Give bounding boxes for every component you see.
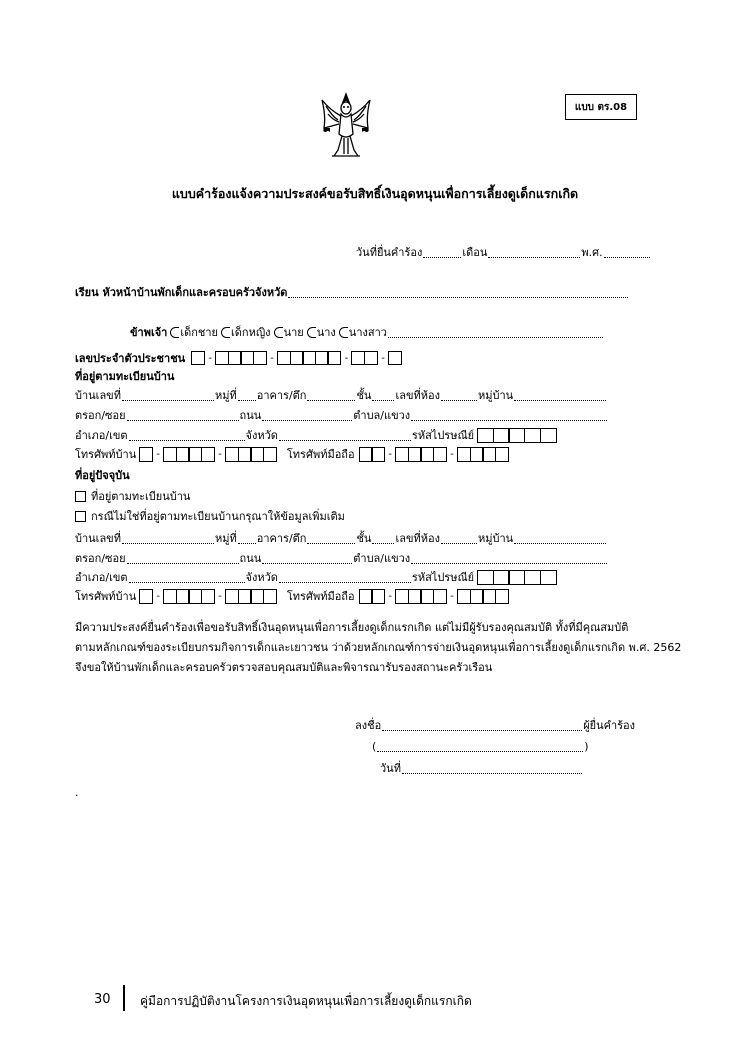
national-id-label: เลขประจำตัวประชาชน [75,352,186,365]
id-group-3[interactable] [277,351,341,365]
option-boy: เด็กชาย [180,326,218,339]
reg-moo-field[interactable] [238,389,256,401]
cur-floor-label: ชั้น [356,532,372,545]
cur-building-label: อาคาร/ตึก [256,532,307,545]
year-label: พ.ศ. [581,246,603,259]
date-line [356,243,651,261]
reg-home-phone-group-1[interactable] [139,447,153,462]
cur-postcode-boxes[interactable] [477,570,556,585]
checkbox-same-as-registered[interactable] [75,491,86,502]
reg-home-phone-group-2[interactable] [163,447,215,462]
cur-phone-line: โทรศัพท์บ้าน - - โทรศัพท์มือถือ - - [75,587,509,605]
reg-house-no-label: บ้านเลขที่ [75,389,121,402]
cur-village-label: หมู่บ้าน [477,532,514,545]
cur-address-line-2 [75,549,608,567]
checkbox-other-address[interactable] [75,511,86,522]
applicant-line [130,323,604,341]
reg-postcode-label: รหัสไปรษณีย์ [411,429,475,442]
cur-province-label: จังหวัด [245,571,278,584]
garuda-emblem [318,90,374,160]
signature-date-field[interactable] [402,762,582,774]
option-other-label: กรณีไม่ใช่ที่อยู่ตามทะเบียนบ้านกรุณาให้ข้อมูลเพิ่มเติม [91,510,345,523]
reg-building-field[interactable] [307,389,355,401]
id-group-1[interactable] [191,351,205,365]
radio-mr[interactable] [274,327,283,338]
day-field[interactable] [423,246,461,258]
option-mrs: นาง [316,326,336,339]
open-paren: ( [372,739,377,753]
reg-room-label: เลขที่ห้อง [395,389,440,402]
sign-label: ลงชื่อ [355,719,382,732]
footer-text: คู่มือการปฏิบัติงานโครงการเงินอุดหนุนเพื่อการเลี้ยงดูเด็กแรกเกิด [140,994,472,1008]
cur-mobile-group-2[interactable] [395,589,447,604]
reg-province-field[interactable] [279,429,411,441]
reg-mobile-group-2[interactable] [395,447,447,462]
reg-soi-field[interactable] [127,409,239,421]
reg-subdistrict-field[interactable] [411,409,607,421]
current-option-other [75,507,345,525]
option-same-label: ที่อยู่ตามทะเบียนบ้าน [91,490,191,503]
option-miss: นางสาว [348,326,387,339]
province-recipient-field[interactable] [288,286,628,298]
cur-home-phone-group-2[interactable] [163,589,215,604]
cur-home-phone-group-3[interactable] [225,589,277,604]
page-number: 30 [94,992,111,1007]
cur-home-phone-group-1[interactable] [139,589,153,604]
reg-mobile-group-1[interactable] [359,447,386,462]
cur-postcode-label: รหัสไปรษณีย์ [411,571,475,584]
cur-moo-field[interactable] [238,532,256,544]
option-mr: นาย [283,326,304,339]
cur-soi-field[interactable] [127,552,239,564]
cur-mobile-group-3[interactable] [457,589,509,604]
signature-date-label: วันที่ [380,762,401,775]
national-id-line: เลขประจำตัวประชาชน - - - - [75,349,402,367]
current-address-heading: ที่อยู่ปัจจุบัน [75,469,130,482]
reg-house-no-field[interactable] [122,389,214,401]
cur-floor-field[interactable] [372,532,394,544]
reg-postcode-boxes[interactable] [477,428,556,443]
cur-mobile-group-1[interactable] [359,589,386,604]
cur-moo-label: หมู่ที่ [214,532,237,545]
form-title: แบบคำร้องแจ้งความประสงค์ขอรับสิทธิ์เงินอุดหนุนเพื่อการเลี้ยงดูเด็กแรกเกิด [171,186,579,201]
close-paren: ) [584,739,589,753]
cur-house-no-field[interactable] [122,532,214,544]
reg-address-line-1 [75,386,607,404]
applicant-role-label: ผู้ยื่นคำร้อง [583,719,636,732]
reg-road-field[interactable] [262,409,352,421]
cur-subdistrict-label: ตำบล/แขวง [353,552,411,565]
statement-line-1: มีความประสงค์ยื่นคำร้องเพื่อขอรับสิทธิ์เงินอุดหนุนเพื่อการเลี้ยงดูเด็กแรกเกิด แต่ไม่มีผู้รับรองคุณสมบัติ ทั้งที่มีคุณสมบัติ [75,621,629,634]
reg-village-field[interactable] [514,389,606,401]
signature-field[interactable] [382,719,582,731]
id-group-4[interactable] [351,351,378,365]
reg-room-field[interactable] [441,389,477,401]
signature-date-line [380,759,583,777]
year-field[interactable] [604,246,650,258]
radio-boy[interactable] [170,327,179,338]
stray-mark: . [75,786,79,799]
radio-girl[interactable] [221,327,230,338]
cur-building-field[interactable] [307,532,355,544]
cur-home-phone-label: โทรศัพท์บ้าน [75,590,137,603]
month-field[interactable] [488,246,580,258]
reg-subdistrict-label: ตำบล/แขวง [353,409,411,422]
recipient-line [75,283,629,301]
cur-room-label: เลขที่ห้อง [395,532,440,545]
reg-district-field[interactable] [129,429,245,441]
cur-house-no-label: บ้านเลขที่ [75,532,121,545]
applicant-prefix: ข้าพเจ้า [130,326,168,339]
option-girl: เด็กหญิง [231,326,271,339]
cur-district-field[interactable] [129,571,245,583]
reg-mobile-group-3[interactable] [457,447,509,462]
reg-mobile-label: โทรศัพท์มือถือ [286,448,355,461]
statement-paragraph [75,618,682,678]
reg-address-line-3 [75,426,557,444]
radio-miss[interactable] [339,327,348,338]
cur-road-field[interactable] [262,552,352,564]
cur-village-field[interactable] [514,532,606,544]
radio-mrs[interactable] [307,327,316,338]
footer-divider [123,985,125,1011]
id-group-2[interactable] [215,351,267,365]
cur-room-field[interactable] [441,532,477,544]
cur-subdistrict-field[interactable] [411,552,607,564]
statement-line-2: ตามหลักเกณฑ์ของระเบียบกรมกิจการเด็กและเยาวชน ว่าด้วยหลักเกณฑ์การจ่ายเงินอุดหนุนเพื่อการเลี้ยงดูเด็กแรกเกิด พ.ศ. 2562 [75,641,682,654]
statement-line-3: จึงขอให้บ้านพักเด็กและครอบครัวตรวจสอบคุณสมบัติและพิจารณารับรองสถานะครัวเรือน [75,661,493,674]
cur-soi-label: ตรอก/ซอย [75,552,126,565]
recipient-label: เรียน หัวหน้าบ้านพักเด็กและครอบครัวจังหวัด [75,286,288,299]
reg-village-label: หมู่บ้าน [477,389,514,402]
submit-date-label: วันที่ยื่นคำร้อง [356,246,423,259]
form-code-badge: แบบ ตร.08 [565,94,637,120]
reg-home-phone-label: โทรศัพท์บ้าน [75,448,137,461]
reg-road-label: ถนน [239,409,262,422]
signature-line [355,716,635,734]
reg-province-label: จังหวัด [245,429,278,442]
printed-name-line [372,737,589,755]
reg-floor-field[interactable] [372,389,394,401]
registered-address-heading: ที่อยู่ตามทะเบียนบ้าน [75,370,175,383]
cur-address-line-3 [75,568,557,586]
reg-soi-label: ตรอก/ซอย [75,409,126,422]
reg-address-line-2 [75,406,608,424]
reg-moo-label: หมู่ที่ [214,389,237,402]
cur-district-label: อำเภอ/เขต [75,571,128,584]
cur-mobile-label: โทรศัพท์มือถือ [286,590,355,603]
cur-address-line-1 [75,529,607,547]
reg-building-label: อาคาร/ตึก [256,389,307,402]
reg-home-phone-group-3[interactable] [225,447,277,462]
cur-province-field[interactable] [279,571,411,583]
applicant-name-field[interactable] [388,326,603,338]
reg-phone-line: โทรศัพท์บ้าน - - โทรศัพท์มือถือ - - [75,445,509,463]
id-group-5[interactable] [388,351,402,365]
month-label: เดือน [462,246,488,259]
printed-name-field[interactable] [377,740,583,752]
reg-district-label: อำเภอ/เขต [75,429,128,442]
cur-road-label: ถนน [239,552,262,565]
current-option-same [75,487,190,505]
reg-floor-label: ชั้น [356,389,372,402]
